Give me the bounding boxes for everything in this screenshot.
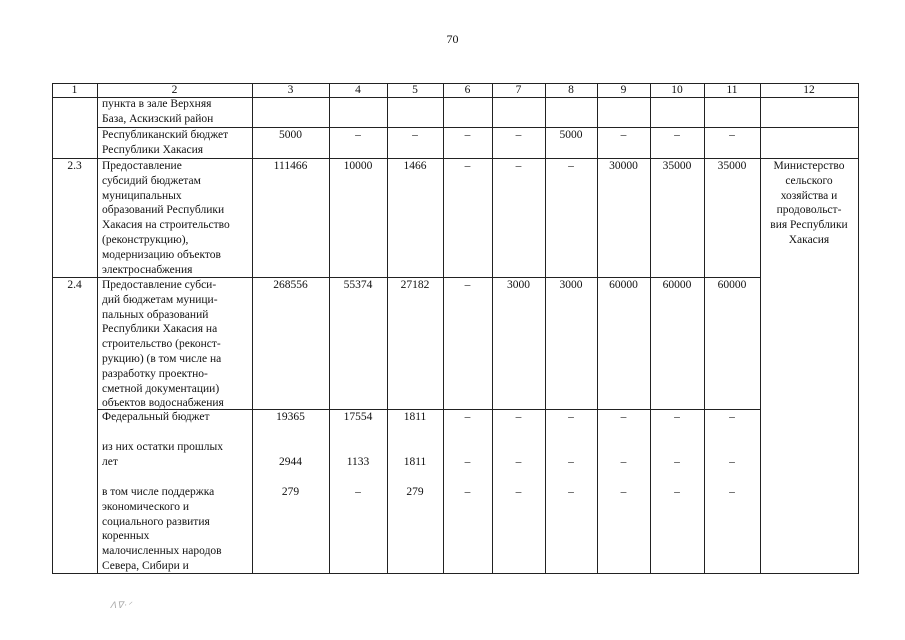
column-rule [97, 83, 98, 573]
column-rule [858, 83, 859, 573]
table-cell: – [729, 456, 735, 468]
col-header-2: 2 [171, 84, 178, 96]
table-cell: 2944 [279, 456, 302, 468]
table-cell: – [620, 411, 627, 423]
table-cell: – [674, 411, 680, 423]
table-cell: 3000 [559, 279, 583, 291]
table-cell: – [515, 411, 522, 423]
table-cell: – [464, 486, 471, 498]
table-cell: 35000 [717, 160, 747, 172]
table-cell: – [568, 160, 574, 172]
funding-source-label: Республиканский бюджет Республики Хакасия [102, 129, 229, 156]
funding-source-label: Федеральный бюджет [102, 411, 210, 423]
funding-source-label: в том числе поддержка экономического и социального развития коренных малочисленных народов Севера, Сибири и [102, 486, 222, 572]
col-header-11: 11 [726, 84, 738, 96]
table-cell: – [568, 456, 574, 468]
continued-cell-text: пункта в зале Верхняя База, Аскизский район [102, 98, 214, 125]
table-cell: – [515, 456, 522, 468]
table-cell: 55374 [343, 279, 373, 291]
table-cell: 10000 [343, 160, 373, 172]
page-number: 70 [446, 32, 459, 46]
col-header-5: 5 [412, 84, 418, 96]
budget-table [52, 83, 859, 573]
col-header-4: 4 [355, 84, 361, 96]
table-cell: 5000 [279, 129, 302, 141]
table-cell: 1811 [403, 411, 427, 423]
table-cell: – [729, 411, 735, 423]
table-cell: – [355, 486, 361, 498]
col-header-7: 7 [515, 84, 522, 96]
table-cell: – [620, 129, 627, 141]
table-cell: 268556 [273, 279, 308, 291]
table-cell: – [464, 279, 471, 291]
table-cell: – [355, 129, 361, 141]
table-cell: 35000 [662, 160, 692, 172]
table-cell: 60000 [717, 279, 747, 291]
scan-stamp: ᐱᐁ·ᐟ [110, 600, 133, 610]
table-cell: – [515, 129, 522, 141]
table-cell: – [620, 486, 627, 498]
col-header-10: 10 [671, 84, 683, 96]
table-cell: – [729, 486, 735, 498]
table-cell: – [464, 411, 471, 423]
col-header-12: 12 [803, 84, 815, 96]
table-cell: – [674, 456, 680, 468]
table-cell: – [620, 456, 627, 468]
table-cell: 1466 [403, 160, 427, 172]
col-header-8: 8 [568, 84, 574, 96]
table-cell: 279 [406, 486, 424, 498]
table-cell: – [464, 129, 471, 141]
col-header-1: 1 [71, 84, 78, 96]
table-cell: – [515, 486, 522, 498]
table-cell: – [515, 160, 522, 172]
responsible-executor: Министерство сельского хозяйства и продовольст- вия Республики Хакасия [770, 160, 848, 246]
table-cell: 17554 [343, 411, 373, 423]
row-number: 2.3 [67, 160, 82, 172]
table-cell: 60000 [609, 279, 638, 291]
table-cell: – [568, 486, 574, 498]
table-cell: – [674, 486, 680, 498]
col-header-6: 6 [464, 84, 471, 96]
row-number: 2.4 [67, 279, 82, 291]
table-cell: – [412, 129, 418, 141]
table-cell: 279 [281, 486, 300, 498]
measure-description: Предоставление субсидий бюджетам муниципальных образований Республики Хакасия на строительство (реконструкцию), модернизацию объектов электроснабжения [102, 160, 230, 276]
table-cell: 19365 [276, 411, 305, 423]
col-header-9: 9 [620, 84, 627, 96]
col-header-3: 3 [287, 84, 294, 96]
table-cell: 3000 [507, 279, 530, 291]
funding-source-label: из них остатки прошлых лет [102, 441, 223, 468]
table-cell: – [464, 160, 471, 172]
column-rule [760, 83, 761, 573]
table-cell: 60000 [662, 279, 692, 291]
table-cell: – [729, 129, 735, 141]
table-cell: 1133 [346, 456, 370, 468]
measure-description: Предоставление субси- дий бюджетам муници- пальных образований Республики Хакасия на строительство (реконст- рукцию) (в том числе на разработку проектно- сметной документации) объектов водоснабжения [102, 279, 224, 410]
table-cell: 111466 [273, 160, 308, 172]
column-rule [52, 83, 53, 573]
table-cell: 30000 [609, 160, 638, 172]
table-cell: – [674, 129, 680, 141]
table-cell: 5000 [559, 129, 583, 141]
table-cell: – [568, 411, 574, 423]
table-cell: – [464, 456, 471, 468]
table-cell: 27182 [400, 279, 430, 291]
table-cell: 1811 [403, 456, 427, 468]
